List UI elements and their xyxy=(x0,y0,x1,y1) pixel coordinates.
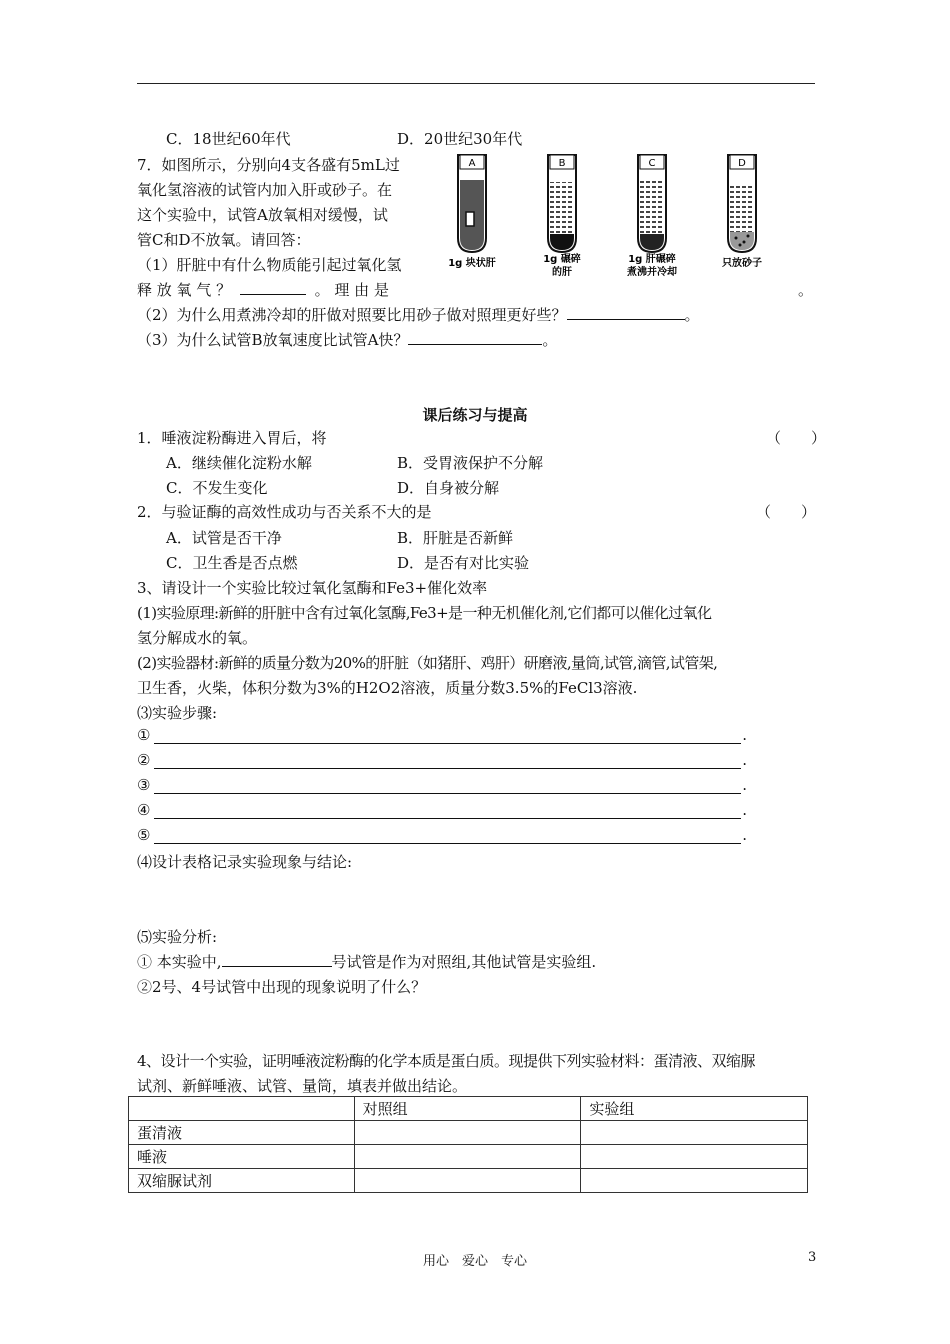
page-number: 3 xyxy=(808,1250,817,1265)
table-cell-experiment[interactable] xyxy=(581,1169,808,1193)
tube-b-caption: 1g 碾碎的肝 xyxy=(543,254,581,278)
p3-step-4[interactable] xyxy=(137,801,747,823)
p1-option-b: B．受胃液保护不分解 xyxy=(397,454,544,472)
table-row xyxy=(129,1145,808,1169)
q7-sub1-reason: 。 理 由 是 xyxy=(314,281,389,299)
table-row-label: 蛋清液 xyxy=(129,1121,355,1145)
p3-table-label: ⑷设计表格记录实验现象与结论: xyxy=(137,853,353,871)
table-cell-control[interactable] xyxy=(354,1145,581,1169)
q7-sub1-question: 释 放 氧 气 ？ xyxy=(137,281,232,299)
p1-question: 1．唾液淀粉酶进入胃后，将 xyxy=(137,429,327,447)
q7-sub2-end: 。 xyxy=(684,306,700,324)
p3-step-4-marker: ④ xyxy=(137,801,151,819)
q7-line-3: 这个实验中，试管A放氧相对缓慢，试 xyxy=(137,206,388,224)
q7-sub1-answer-blank[interactable] xyxy=(240,280,306,295)
table-cell-control[interactable] xyxy=(354,1121,581,1145)
p3-step-1-marker: ① xyxy=(137,726,151,744)
p4-question-line1: 4、设计一个实验，证明唾液淀粉酶的化学本质是蛋白质。现提供下列实验材料：蛋清液、双缩脲 xyxy=(137,1052,756,1070)
q7-sub2 xyxy=(137,304,700,325)
table-header-row xyxy=(129,1097,808,1121)
header-rule xyxy=(137,83,815,84)
p3-step-2-end: . xyxy=(742,751,747,769)
q7-sub3-answer-blank[interactable] xyxy=(408,330,542,345)
p4-question-line2: 试剂、新鲜唾液、试管、量筒，填表并做出结论。 xyxy=(137,1077,468,1095)
p3-step-3[interactable] xyxy=(137,776,747,798)
q7-sub2-answer-blank[interactable] xyxy=(567,305,685,320)
tube-a xyxy=(458,155,486,252)
p2-question: 2．与验证酶的高效性成功与否关系不大的是 xyxy=(137,503,432,521)
q7-sub1-line2 xyxy=(137,279,389,300)
tube-d-caption: 只放砂子 xyxy=(722,258,762,269)
table-row-label: 双缩脲试剂 xyxy=(129,1169,355,1193)
p2-option-d: D．是否有对比实验 xyxy=(397,554,530,572)
p3-step-1[interactable] xyxy=(137,726,747,748)
p3-materials-line1: (2)实验器材:新鲜的质量分数为20%的肝脏（如猪肝、鸡肝）研磨液,量筒,试管,滴管,试管架, xyxy=(137,654,718,672)
q6-option-c: C．18世纪60年代 xyxy=(166,130,291,148)
tube-d-letter: D xyxy=(738,158,746,169)
p3-step-1-end: . xyxy=(742,726,747,744)
p1-option-d: D．自身被分解 xyxy=(397,479,500,497)
p2-option-b: B．肝脏是否新鲜 xyxy=(397,529,514,547)
q7-sub3-end: 。 xyxy=(542,331,558,349)
q7-sub2-text: （2）为什么用煮沸冷却的肝做对照要比用砂子做对照理更好些？ xyxy=(137,306,567,324)
table-header-cell xyxy=(129,1097,355,1121)
q7-sub3-text: （3）为什么试管B放氧速度比试管A快？ xyxy=(137,331,409,349)
p3-analysis-1-suffix: 号试管是作为对照组,其他试管是实验组. xyxy=(331,953,597,971)
p3-step-2[interactable] xyxy=(137,751,747,773)
tube-d xyxy=(728,155,756,252)
q7-line-2: 氧化氢溶液的试管内加入肝或砂子。在 xyxy=(137,181,393,199)
q7-sub1-end: 。 xyxy=(798,281,814,299)
p3-principle-line2: 氢分解成水的氧。 xyxy=(137,629,258,647)
q7-sub3 xyxy=(137,329,557,350)
p3-analysis-2: ②2号、4号试管中出现的现象说明了什么？ xyxy=(137,978,427,996)
p3-materials-line2: 卫生香，火柴，体积分数为3%的H2O2溶液，质量分数3.5%的FeCl3溶液. xyxy=(137,679,638,697)
table-row xyxy=(129,1121,808,1145)
p3-step-4-end: . xyxy=(742,801,747,819)
p1-option-a: A．继续催化淀粉水解 xyxy=(166,454,312,472)
tube-a-caption: 1g 块状肝 xyxy=(448,258,496,269)
p3-analysis-label: ⑸实验分析: xyxy=(137,928,218,946)
section-title: 课后练习与提高 xyxy=(422,406,528,424)
p3-step-4-blank[interactable] xyxy=(154,818,741,819)
test-tube-figure-svg xyxy=(442,150,812,290)
tube-c xyxy=(638,155,666,252)
test-tube-figure xyxy=(442,150,812,290)
table-cell-experiment[interactable] xyxy=(581,1121,808,1145)
tube-b xyxy=(548,155,576,252)
tube-a-letter: A xyxy=(468,158,476,169)
table-cell-control[interactable] xyxy=(354,1169,581,1193)
p3-step-5[interactable] xyxy=(137,826,747,848)
p2-option-a: A．试管是否干净 xyxy=(166,529,282,547)
tube-a-liver-chunk xyxy=(466,212,474,226)
p3-steps-label: ⑶实验步骤: xyxy=(137,704,218,722)
p3-principle-line1: (1)实验原理:新鲜的肝脏中含有过氧化氢酶,Fe3+是一种无机催化剂,它们都可以催化过氧化 xyxy=(137,604,712,622)
p3-step-3-blank[interactable] xyxy=(154,793,741,794)
p3-step-5-end: . xyxy=(742,826,747,844)
p4-experiment-table xyxy=(128,1096,808,1193)
table-row xyxy=(129,1169,808,1193)
p3-step-2-marker: ② xyxy=(137,751,151,769)
p3-analysis-1 xyxy=(137,951,596,972)
table-header-cell: 实验组 xyxy=(581,1097,808,1121)
p3-analysis-1-prefix: ① 本实验中, xyxy=(137,953,222,971)
table-row-label: 唾液 xyxy=(129,1145,355,1169)
q6-option-d: D．20世纪30年代 xyxy=(397,130,523,148)
p3-step-5-marker: ⑤ xyxy=(137,826,151,844)
p3-step-2-blank[interactable] xyxy=(154,768,741,769)
q7-line-4: 管C和D不放氧。请回答： xyxy=(137,231,311,249)
p2-option-c: C．卫生香是否点燃 xyxy=(166,554,298,572)
tube-c-caption: 1g 肝碾碎煮沸并冷却 xyxy=(627,254,677,278)
q7-line-1: 7．如图所示，分别向4支各盛有5mL过 xyxy=(137,156,400,174)
tube-b-letter: B xyxy=(558,158,566,169)
p3-step-3-end: . xyxy=(742,776,747,794)
tube-c-letter: C xyxy=(648,158,656,169)
p1-option-c: C．不发生变化 xyxy=(166,479,268,497)
table-header-cell: 对照组 xyxy=(354,1097,581,1121)
p1-answer-paren[interactable]: （ ） xyxy=(766,429,827,447)
p3-step-5-blank[interactable] xyxy=(154,843,741,844)
q7-sub1-line1: （1）肝脏中有什么物质能引起过氧化氢 xyxy=(137,256,402,274)
table-cell-experiment[interactable] xyxy=(581,1145,808,1169)
p2-answer-paren[interactable]: （ ） xyxy=(756,503,817,521)
p3-control-tube-blank[interactable] xyxy=(222,952,332,967)
footer-motto: 用心 爱心 专心 xyxy=(422,1254,528,1269)
p3-step-3-marker: ③ xyxy=(137,776,151,794)
p3-question: 3、请设计一个实验比较过氧化氢酶和Fe3+催化效率 xyxy=(137,579,488,597)
p3-step-1-blank[interactable] xyxy=(154,743,741,744)
